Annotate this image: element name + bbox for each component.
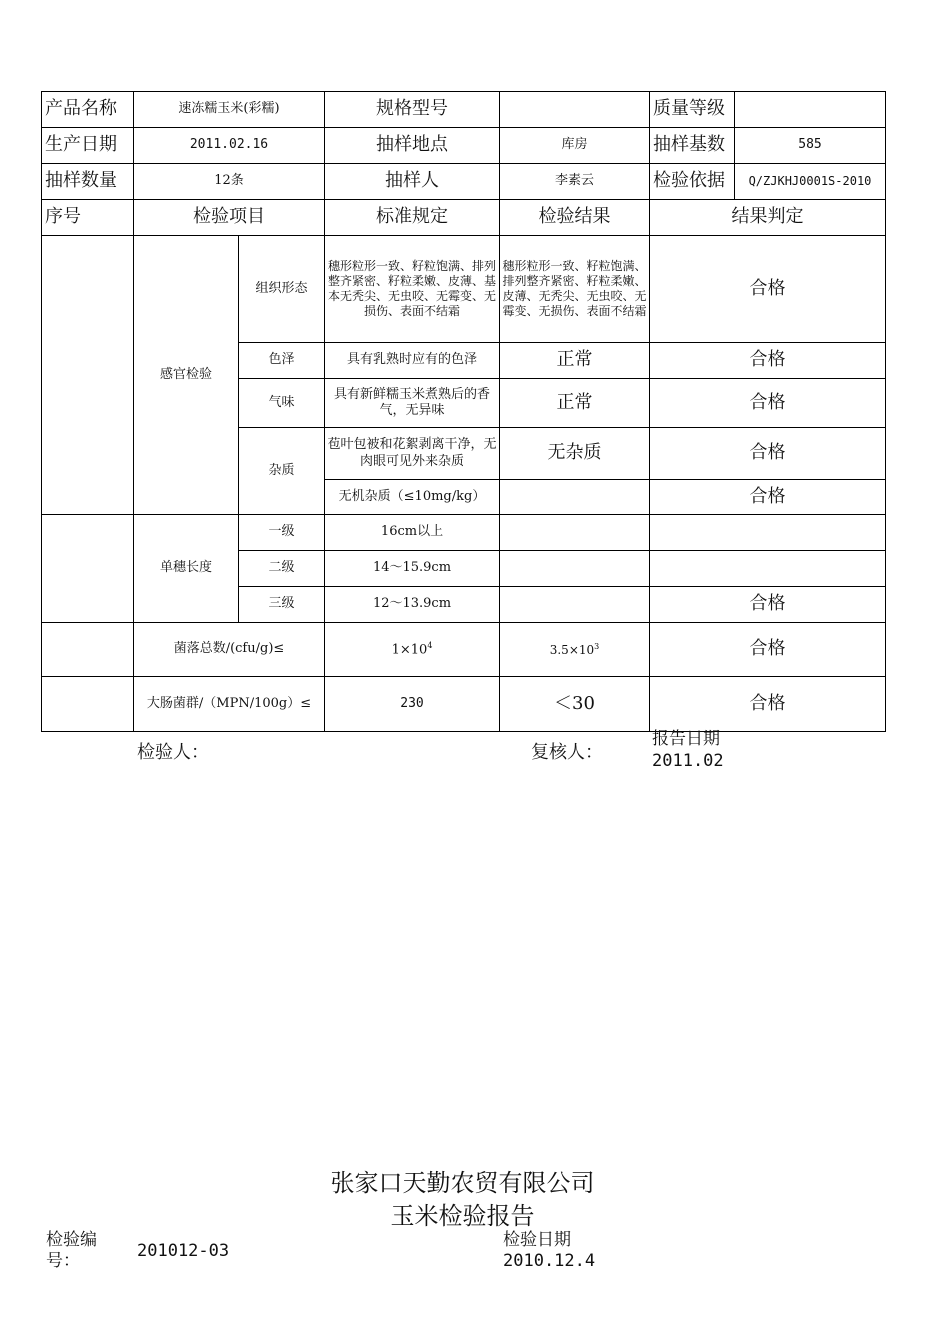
coliform-judgement: 合格	[650, 677, 886, 732]
coliform-seq-cell	[42, 677, 134, 732]
product-name-value: 速冻糯玉米(彩糯)	[134, 92, 325, 128]
inspection-number-value: 201012-03	[137, 1241, 230, 1261]
production-date-label: 生产日期	[42, 128, 134, 164]
length-result-3	[500, 587, 650, 623]
colony-judgement: 合格	[650, 623, 886, 677]
inspection-number-label	[46, 1230, 97, 1272]
sample-place-value: 库房	[500, 128, 650, 164]
sample-qty-label: 抽样数量	[42, 164, 134, 200]
company-name: 张家口天勤农贸有限公司	[330, 1169, 595, 1197]
inspection-date-value: 2010.12.4	[503, 1251, 596, 1271]
impurity-label: 杂质	[239, 428, 325, 515]
texture-judgement: 合格	[650, 236, 886, 343]
colony-label: 菌落总数/(cfu/g)≤	[134, 623, 325, 677]
length-grade-3: 三级	[239, 587, 325, 623]
texture-result: 穗形粒形一致、籽粒饱满、排列整齐紧密、籽粒柔嫩、皮薄、无秃尖、无虫咬、无霉变、无损伤、表面不结霜	[500, 236, 650, 343]
texture-standard: 穗形粒形一致、籽粒饱满、排列整齐紧密、籽粒柔嫩、皮薄、基本无秃尖、无虫咬、无霉变、无损伤、表面不结霜	[325, 236, 500, 343]
inspection-number-label-line1: 检验编	[46, 1230, 97, 1250]
inspection-table	[41, 91, 886, 732]
sensory-texture-row	[42, 236, 886, 343]
basis-label: 检验依据	[650, 164, 735, 200]
inspection-date-label: 检验日期	[503, 1230, 571, 1250]
header-row-2	[42, 128, 886, 164]
length-grade-1: 一级	[239, 515, 325, 551]
length-group-label: 单穗长度	[134, 515, 239, 623]
spec-value	[500, 92, 650, 128]
length-standard-1: 16cm以上	[325, 515, 500, 551]
coliform-result: ＜30	[500, 677, 650, 732]
grade-value	[735, 92, 886, 128]
col-seq: 序号	[42, 200, 134, 236]
length-row-1	[42, 515, 886, 551]
report-title: 玉米检验报告	[390, 1202, 535, 1230]
coliform-row	[42, 677, 886, 732]
length-standard-3: 12～13.9cm	[325, 587, 500, 623]
report-date-value: 2011.02	[652, 751, 724, 771]
basis-value: Q/ZJKHJ0001S-2010	[735, 164, 886, 200]
color-standard: 具有乳熟时应有的色泽	[325, 343, 500, 379]
header-row-1	[42, 92, 886, 128]
inspection-number-label-line2: 号：	[46, 1251, 80, 1271]
production-date-value: 2011.02.16	[134, 128, 325, 164]
smell-result: 正常	[500, 379, 650, 428]
product-name-label: 产品名称	[42, 92, 134, 128]
colony-standard: $1\times 10^4$	[325, 623, 500, 677]
sample-place-label: 抽样地点	[325, 128, 500, 164]
color-judgement: 合格	[650, 343, 886, 379]
inspection-date	[503, 1230, 595, 1272]
impurity-standard-2: 无机杂质（≤10mg/kg）	[325, 480, 500, 515]
length-judgement-2	[650, 551, 886, 587]
colony-row	[42, 623, 886, 677]
report-date-label: 报告日期	[652, 729, 720, 749]
length-seq-cell	[42, 515, 134, 623]
length-grade-2: 二级	[239, 551, 325, 587]
spec-label: 规格型号	[325, 92, 500, 128]
header-row-3	[42, 164, 886, 200]
sample-base-label: 抽样基数	[650, 128, 735, 164]
impurity-result-2	[500, 480, 650, 515]
texture-label: 组织形态	[239, 236, 325, 343]
colony-seq-cell	[42, 623, 134, 677]
col-result: 检验结果	[500, 200, 650, 236]
smell-judgement: 合格	[650, 379, 886, 428]
length-judgement-1	[650, 515, 886, 551]
color-result: 正常	[500, 343, 650, 379]
col-standard: 标准规定	[325, 200, 500, 236]
length-result-1	[500, 515, 650, 551]
length-standard-2: 14～15.9cm	[325, 551, 500, 587]
color-label: 色泽	[239, 343, 325, 379]
colony-result: $3.5\times 10^3$	[500, 623, 650, 677]
impurity-judgement-2: 合格	[650, 480, 886, 515]
length-judgement-3: 合格	[650, 587, 886, 623]
coliform-label: 大肠菌群/（MPN/100g）≤	[134, 677, 325, 732]
smell-label: 气味	[239, 379, 325, 428]
impurity-result-1: 无杂质	[500, 428, 650, 480]
length-result-2	[500, 551, 650, 587]
impurity-judgement-1: 合格	[650, 428, 886, 480]
sampler-label: 抽样人	[325, 164, 500, 200]
report-date	[652, 728, 724, 771]
smell-standard: 具有新鲜糯玉米煮熟后的香气，无异味	[325, 379, 500, 428]
column-header-row	[42, 200, 886, 236]
col-judgement: 结果判定	[650, 200, 886, 236]
inspector-label: 检验人：	[137, 742, 209, 763]
reviewer-label: 复核人：	[531, 742, 603, 763]
impurity-standard-1: 苞叶包被和花絮剥离干净，无肉眼可见外来杂质	[325, 428, 500, 480]
grade-label: 质量等级	[650, 92, 735, 128]
col-item: 检验项目	[134, 200, 325, 236]
sample-qty-value: 12条	[134, 164, 325, 200]
sensory-group-label: 感官检验	[134, 236, 239, 515]
sensory-seq-cell	[42, 236, 134, 515]
sampler-value: 李素云	[500, 164, 650, 200]
sample-base-value: 585	[735, 128, 886, 164]
coliform-standard: 230	[325, 677, 500, 732]
